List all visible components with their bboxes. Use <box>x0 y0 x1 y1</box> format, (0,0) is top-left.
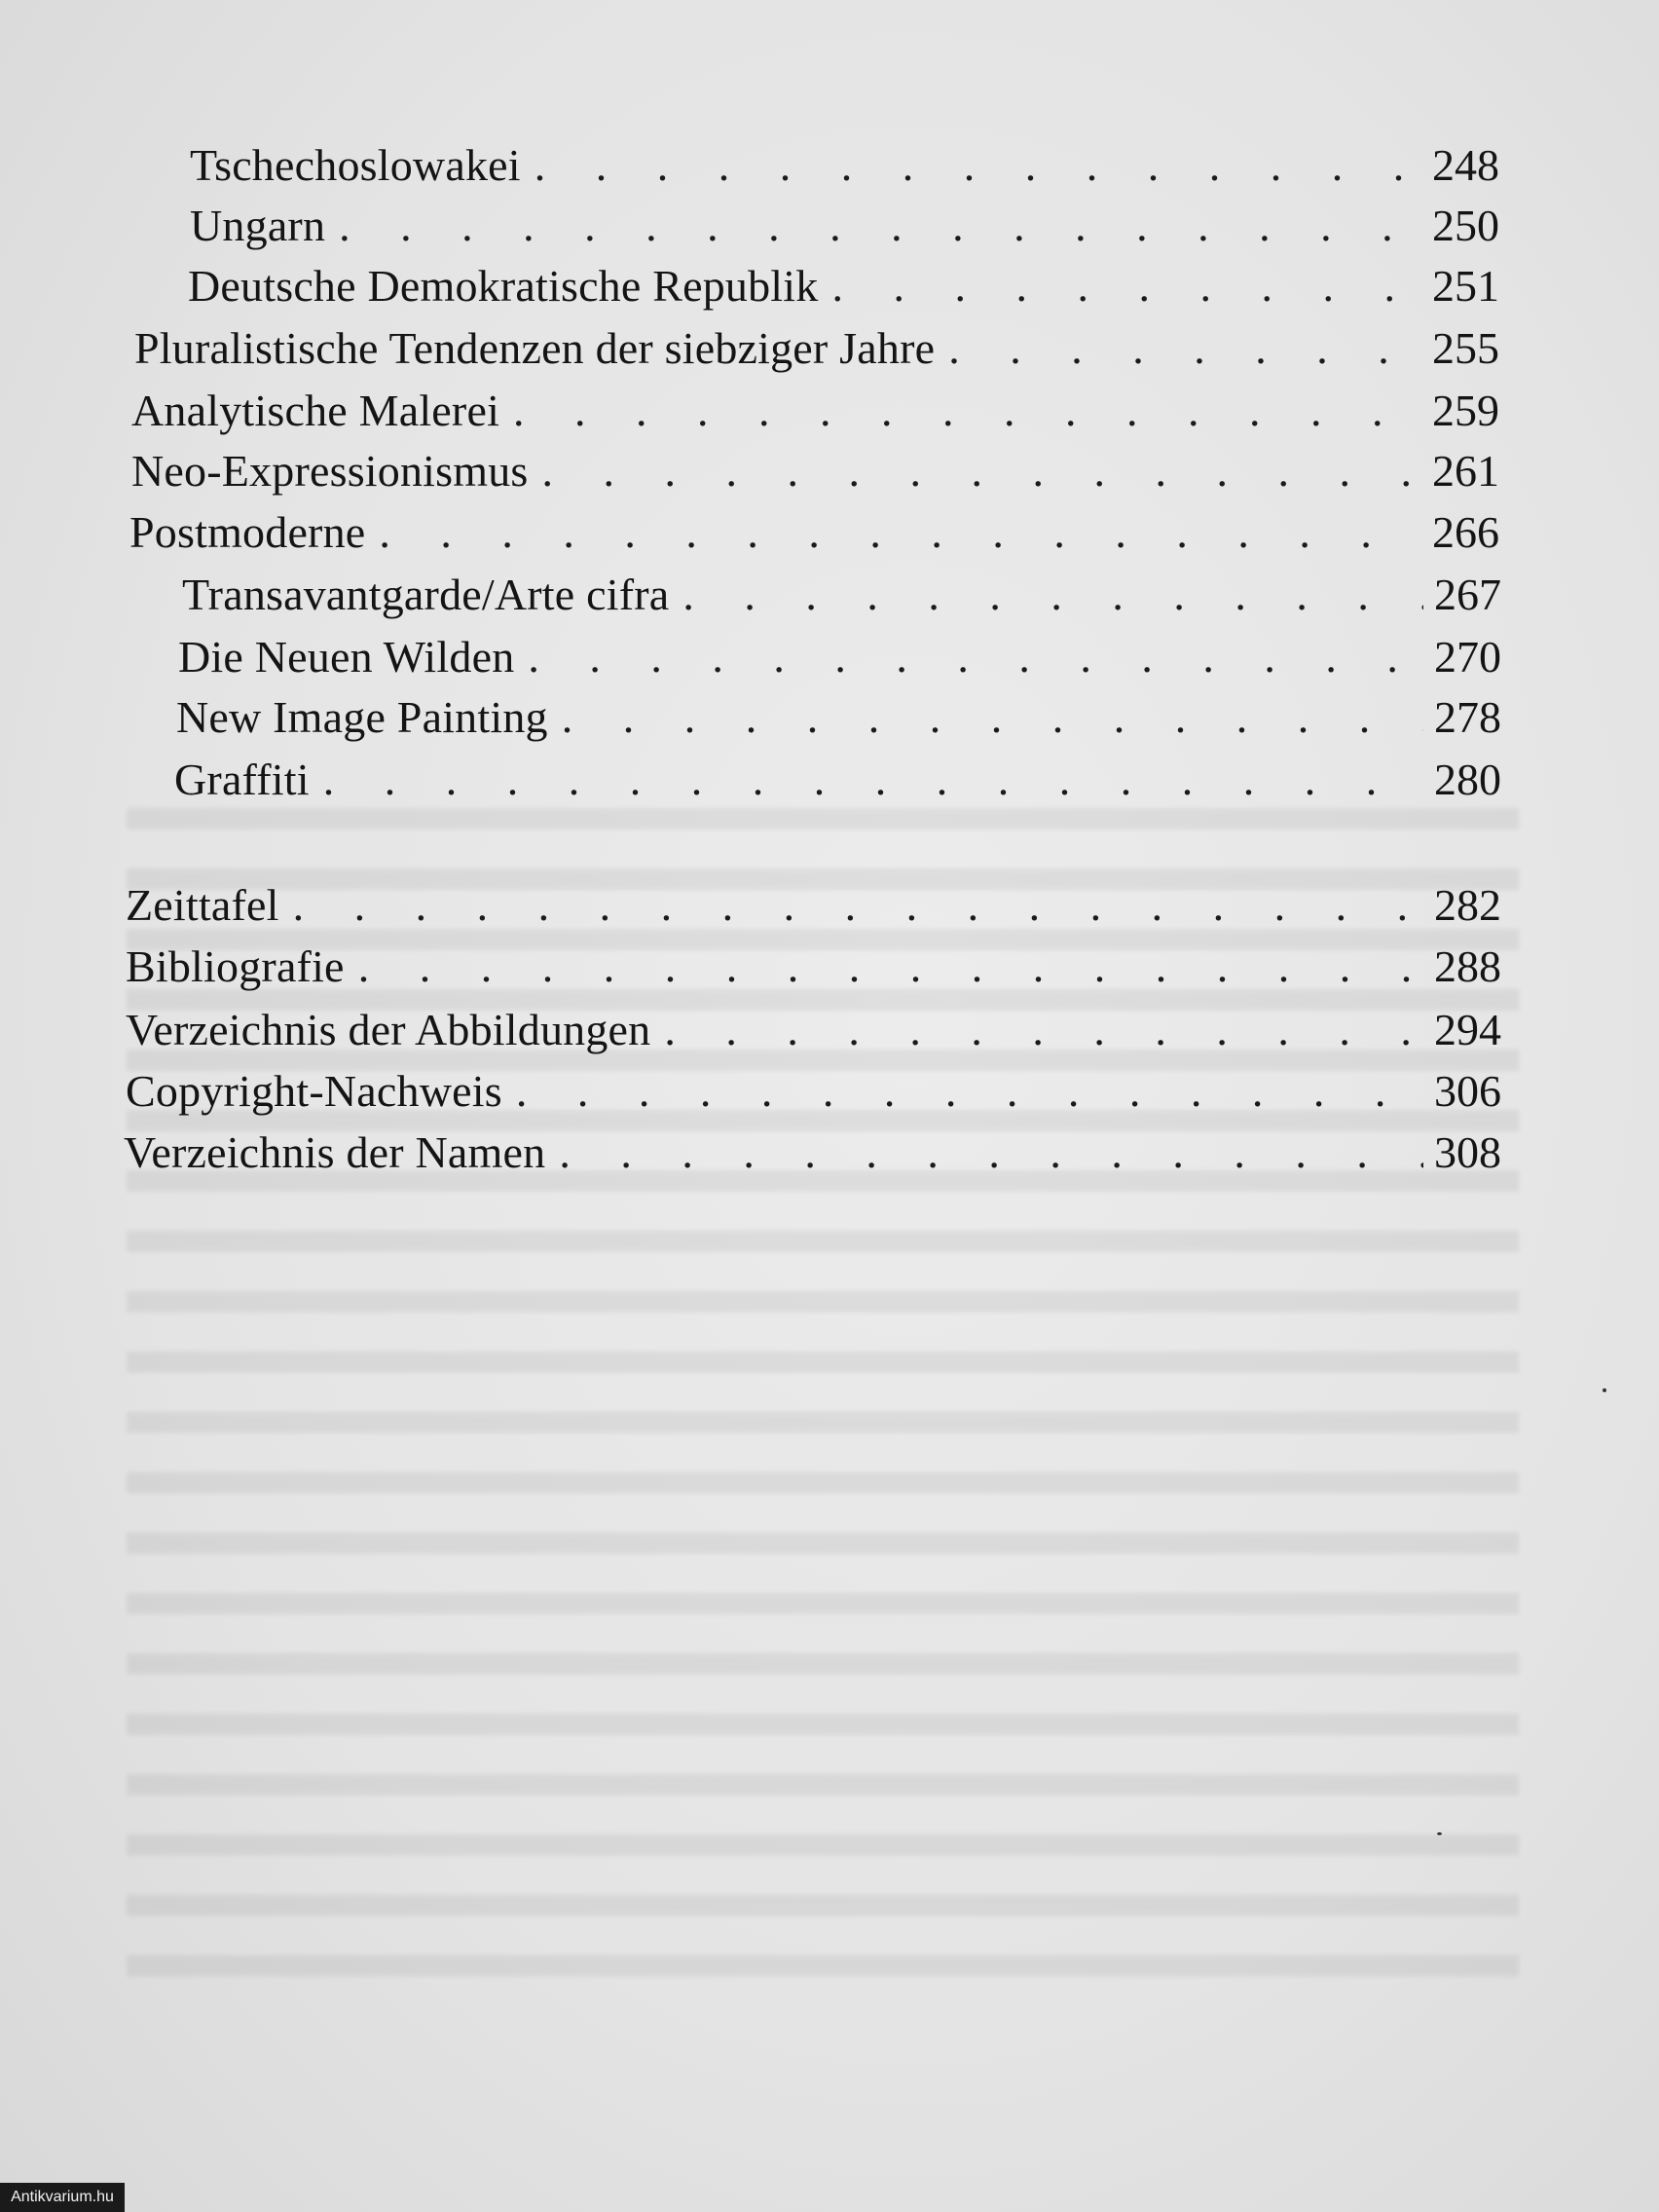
toc-entry <box>176 691 1501 746</box>
toc-dot-leader <box>521 139 1421 191</box>
toc-dot-leader <box>279 879 1423 931</box>
toc-dot-leader <box>365 506 1421 558</box>
toc-dot-leader <box>502 1065 1423 1117</box>
toc-entry-title: Verzeichnis der Namen <box>124 1127 546 1177</box>
toc-entry-title: Deutsche Demokratische Republik <box>188 261 819 311</box>
toc-dot-leader <box>669 569 1423 620</box>
toc-entry-page: 267 <box>1434 570 1501 619</box>
toc-entry-title: Tschechoslowakei <box>190 140 521 190</box>
toc-entry-page: 306 <box>1434 1066 1501 1116</box>
toc-entry-page: 250 <box>1432 201 1499 250</box>
paper-speck <box>1437 1832 1442 1835</box>
toc-entry-page: 251 <box>1432 261 1499 311</box>
toc-entry <box>126 879 1501 934</box>
toc-entry-page: 288 <box>1434 941 1501 991</box>
toc-entry-title: Analytische Malerei <box>131 386 500 435</box>
toc-entry-page: 308 <box>1434 1127 1501 1177</box>
toc-entry-page: 278 <box>1434 692 1501 742</box>
toc-entry-title: Die Neuen Wilden <box>178 632 515 682</box>
toc-dot-leader <box>548 691 1423 743</box>
paper-speck <box>1603 1388 1606 1392</box>
toc-dot-leader <box>310 754 1423 805</box>
toc-dot-leader <box>935 322 1421 374</box>
toc-entry <box>129 506 1499 561</box>
toc-dot-leader <box>514 631 1423 682</box>
toc-entry-page: 270 <box>1434 632 1501 682</box>
toc-entry-page: 259 <box>1432 386 1499 435</box>
toc-entry-page: 248 <box>1432 140 1499 190</box>
toc-entry <box>134 322 1499 377</box>
toc-entry <box>126 1065 1501 1120</box>
toc-entry-title: Zeittafel <box>126 880 279 930</box>
toc-entry-title: Bibliografie <box>126 941 345 991</box>
toc-dot-leader <box>529 445 1421 497</box>
toc-entry-title: Verzeichnis der Abbildungen <box>126 1005 651 1054</box>
toc-entry <box>182 569 1501 623</box>
toc-entry <box>126 940 1501 995</box>
toc-entry <box>178 631 1501 685</box>
watermark: Antikvarium.hu <box>0 2183 125 2212</box>
toc-dot-leader <box>345 940 1423 992</box>
toc-entry <box>190 200 1499 254</box>
toc-entry-title: Ungarn <box>190 201 326 250</box>
toc-entry-title: New Image Painting <box>176 692 548 742</box>
toc-entry-page: 261 <box>1432 446 1499 496</box>
toc-entry <box>188 260 1499 314</box>
toc-entry-page: 282 <box>1434 880 1501 930</box>
toc-entry-page: 266 <box>1432 507 1499 557</box>
toc-entry-title: Graffiti <box>174 755 310 804</box>
toc-dot-leader <box>325 200 1421 251</box>
toc-dot-leader <box>545 1126 1423 1178</box>
toc-entry-title: Copyright-Nachweis <box>126 1066 502 1116</box>
toc-entry <box>174 754 1501 808</box>
toc-entry <box>190 139 1499 194</box>
toc-dot-leader <box>499 385 1421 436</box>
toc-entry-page: 280 <box>1434 755 1501 804</box>
toc-entry-title: Transavantgarde/Arte cifra <box>182 570 670 619</box>
toc-dot-leader <box>818 260 1421 312</box>
toc-entry-page: 255 <box>1432 323 1499 373</box>
toc-entry <box>124 1126 1501 1181</box>
toc-entry-title: Neo-Expressionismus <box>131 446 529 496</box>
toc-entry <box>126 1004 1501 1058</box>
toc-dot-leader <box>650 1004 1423 1055</box>
toc-entry-title: Pluralistische Tendenzen der siebziger Jahre <box>134 323 936 373</box>
toc-entry <box>131 445 1499 499</box>
toc-entry-page: 294 <box>1434 1005 1501 1054</box>
toc-entry <box>131 385 1499 439</box>
toc-entry-title: Postmoderne <box>129 507 366 557</box>
